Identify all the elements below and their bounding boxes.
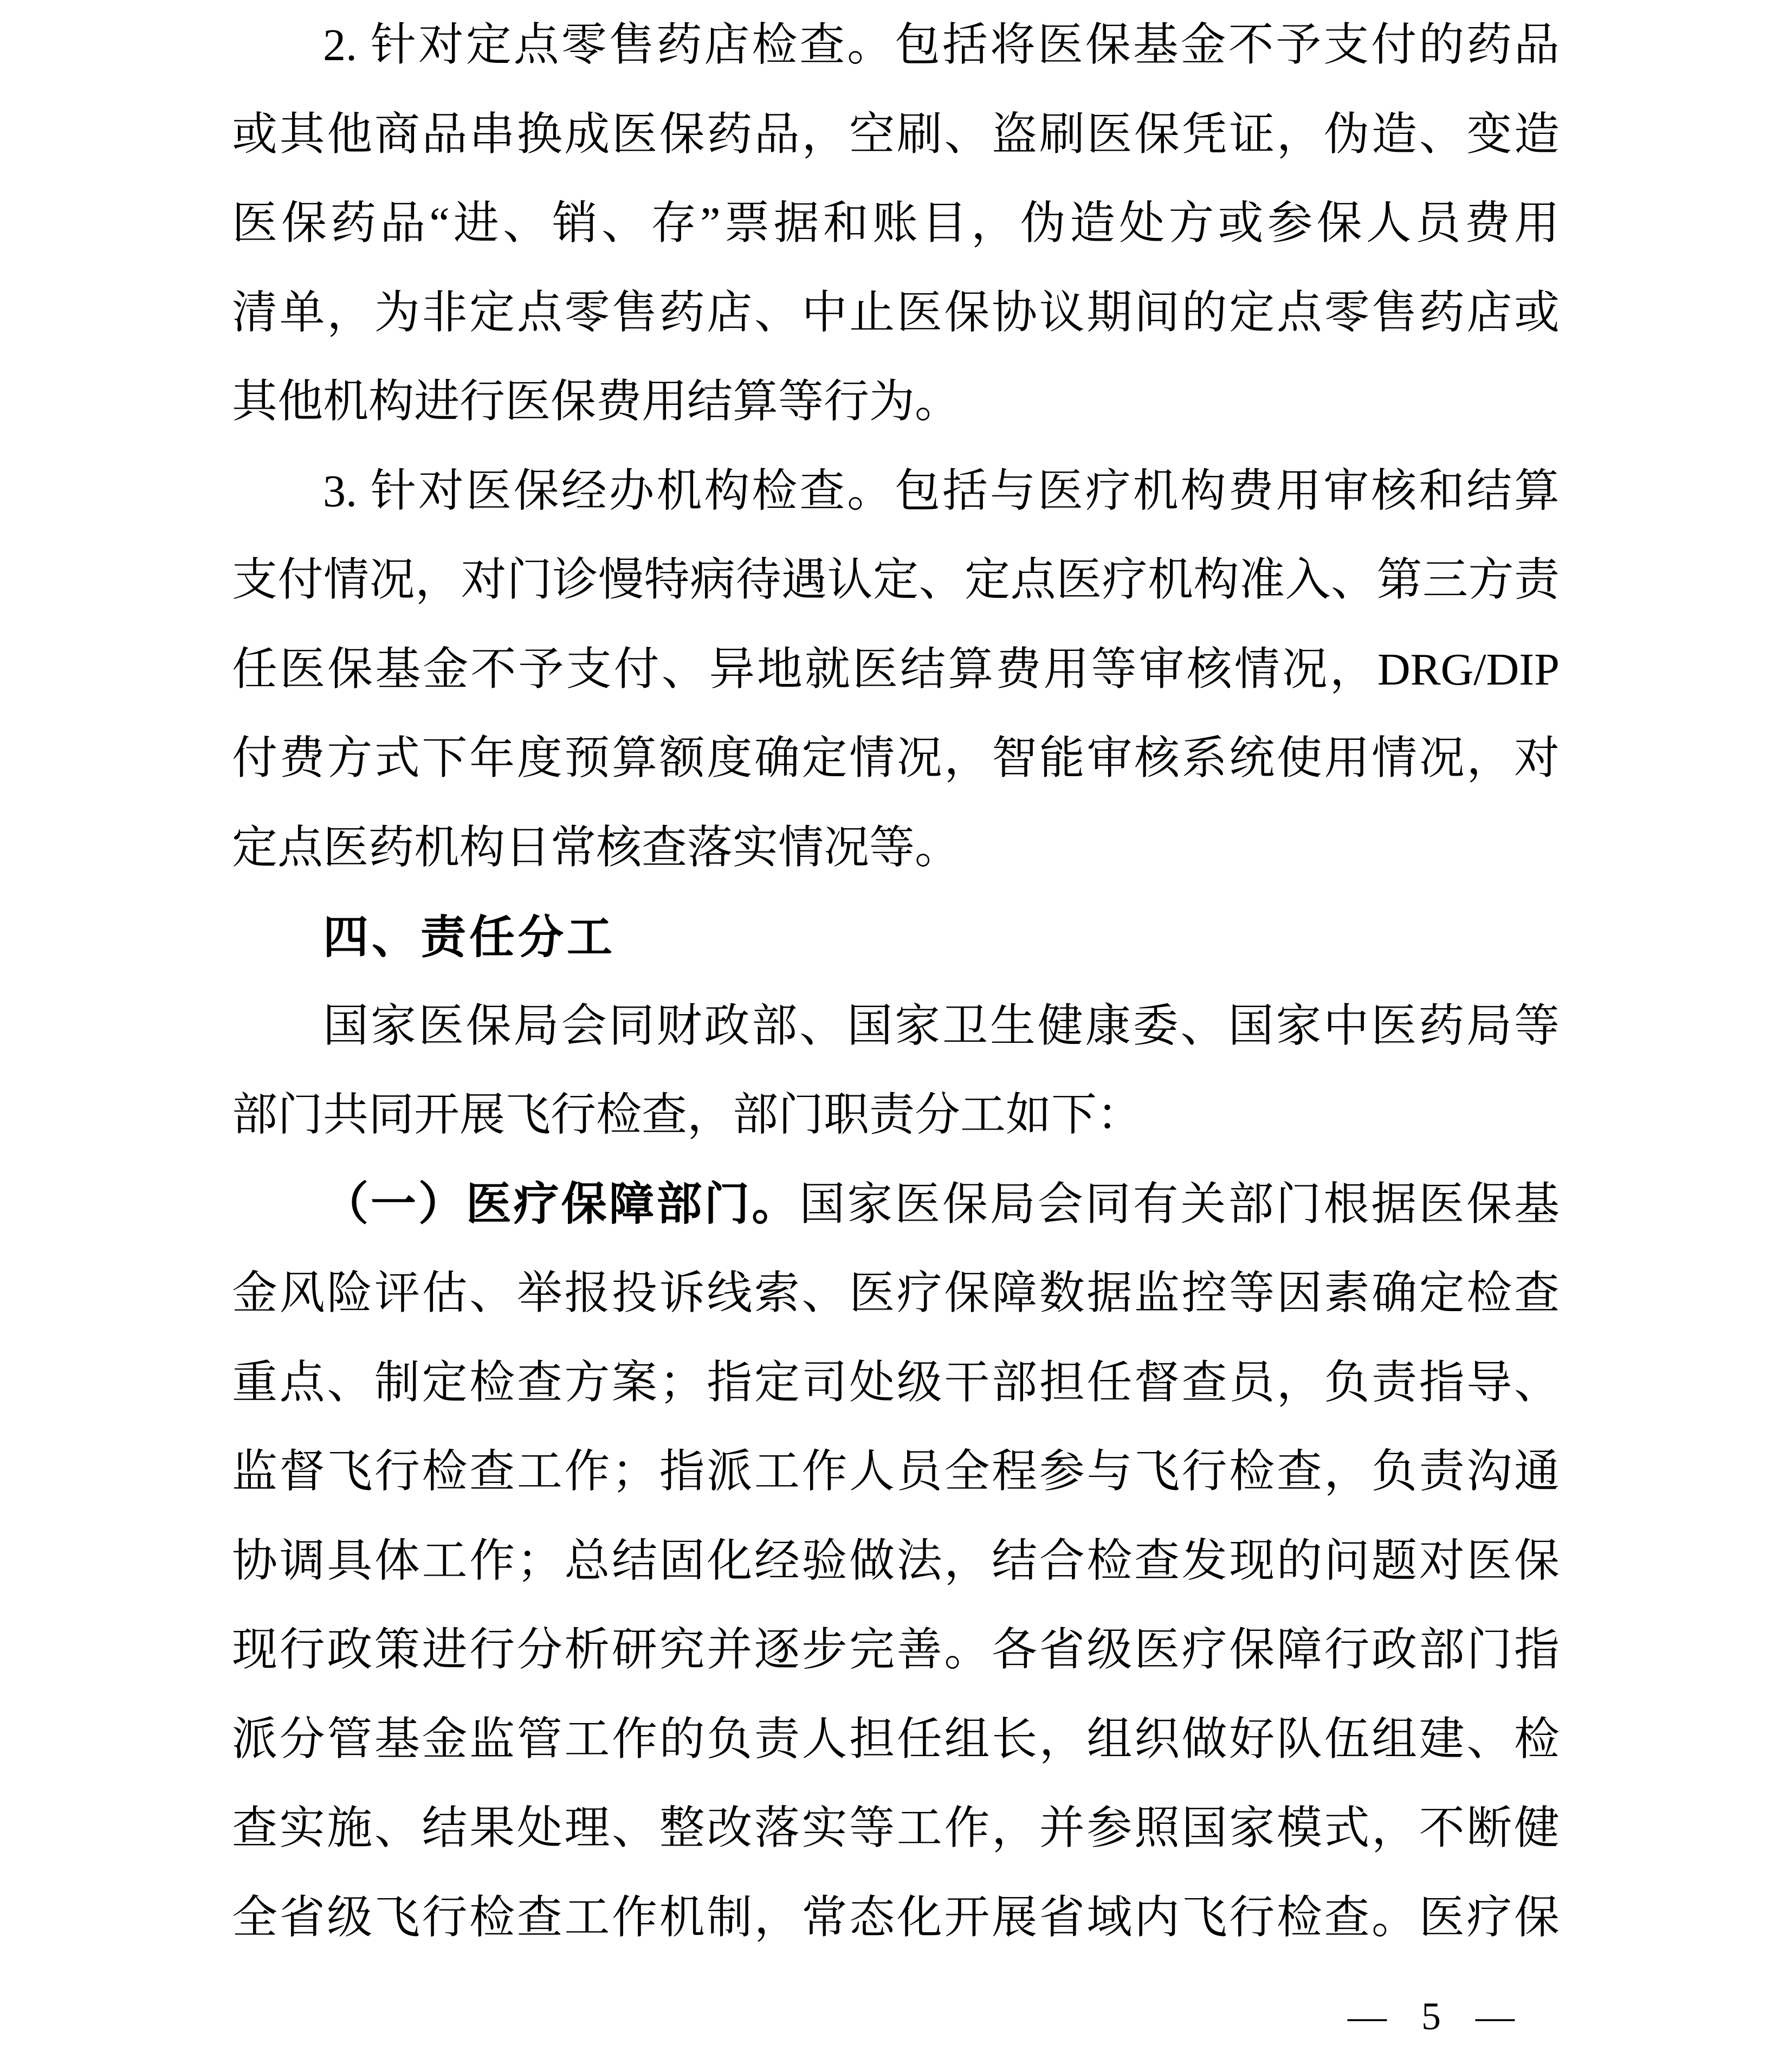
text-line: 付费方式下年度预算额度确定情况，智能审核系统使用情况，对 bbox=[232, 733, 1560, 784]
text-line: 2. 针对定点零售药店检查。包括将医保基金不予支付的药品 bbox=[323, 20, 1560, 70]
text-line: 医保药品“进、销、存”票据和账目，伪造处方或参保人员费用 bbox=[232, 198, 1560, 249]
text-line: 支付情况，对门诊慢特病待遇认定、定点医疗机构准入、第三方责 bbox=[232, 555, 1560, 605]
text-line: 任医保基金不予支付、异地就医结算费用等审核情况，DRG/DIP bbox=[232, 644, 1560, 695]
text-line: 定点医药机构日常核查落实情况等。 bbox=[232, 822, 961, 873]
text-line: 现行政策进行分析研究并逐步完善。各省级医疗保障行政部门指 bbox=[232, 1625, 1560, 1675]
text-line: 协调具体工作；总结固化经验做法，结合检查发现的问题对医保 bbox=[232, 1536, 1560, 1586]
section-heading: 四、责任分工 bbox=[323, 912, 616, 963]
text-line: 查实施、结果处理、整改落实等工作，并参照国家模式，不断健 bbox=[232, 1803, 1560, 1854]
text-line: 清单，为非定点零售药店、中止医保协议期间的定点零售药店或 bbox=[232, 287, 1560, 338]
text-line: 国家医保局会同财政部、国家卫生健康委、国家中医药局等 bbox=[323, 1001, 1560, 1051]
text-line bbox=[232, 1160, 1560, 1250]
text-line: 3. 针对医保经办机构检查。包括与医疗机构费用审核和结算 bbox=[323, 466, 1560, 517]
text-line: 或其他商品串换成医保药品，空刷、盗刷医保凭证，伪造、变造 bbox=[232, 109, 1560, 160]
text-line: 重点、制定检查方案；指定司处级干部担任督查员，负责指导、 bbox=[232, 1357, 1560, 1408]
text-line: 其他机构进行医保费用结算等行为。 bbox=[232, 377, 961, 427]
text-line: 部门共同开展飞行检查，部门职责分工如下： bbox=[232, 1090, 1143, 1140]
text-line: 监督飞行检查工作；指派工作人员全程参与飞行检查，负责沟通 bbox=[232, 1447, 1560, 1497]
subsection-heading: （一）医疗保障部门。 bbox=[323, 1179, 800, 1230]
document-body bbox=[232, 1, 1560, 1963]
text-line: 金风险评估、举报投诉线索、医疗保障数据监控等因素确定检查 bbox=[232, 1268, 1560, 1319]
text-line: 全省级飞行检查工作机制，常态化开展省域内飞行检查。医疗保 bbox=[232, 1892, 1560, 1943]
page-number: — 5 — bbox=[1348, 1995, 1515, 2038]
text-segment: 国家医保局会同有关部门根据医保基 bbox=[799, 1179, 1560, 1230]
text-line: 派分管基金监管工作的负责人担任组长，组织做好队伍组建、检 bbox=[232, 1714, 1560, 1765]
